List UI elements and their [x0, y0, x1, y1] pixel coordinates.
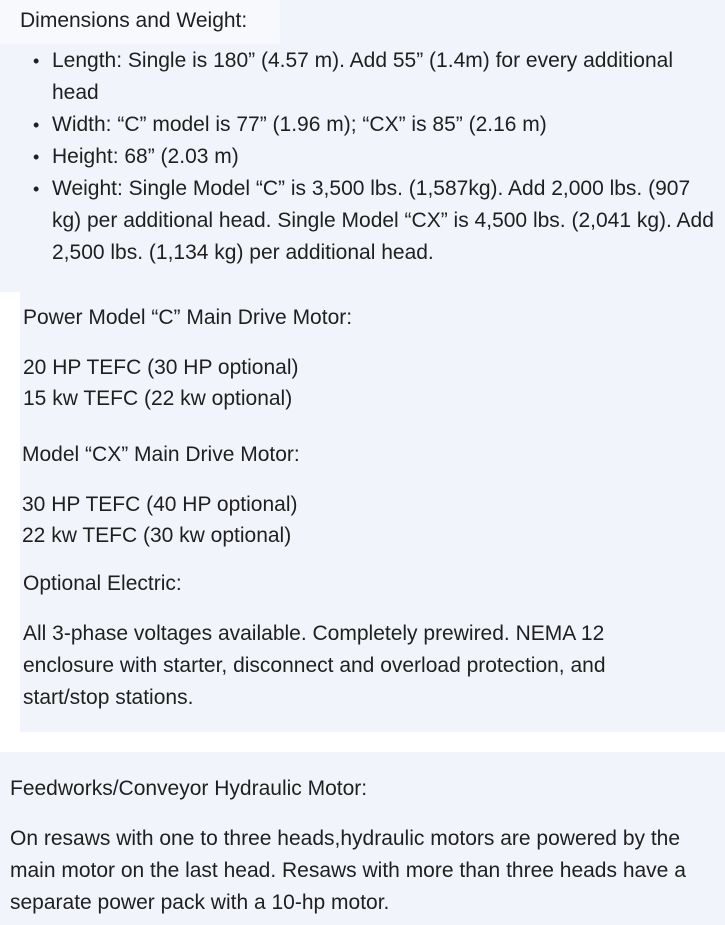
bullet-icon: • — [33, 51, 40, 71]
electric-text: All 3-phase voltages available. Completely prewired. NEMA 12 enclosure with starter, disconnect and overload protection, and start/stop stations. — [23, 622, 606, 709]
cx-motor-kw: 22 kw TEFC (30 kw optional) — [22, 524, 292, 547]
cx-motor-title: Model “CX” Main Drive Motor: — [22, 443, 300, 466]
list-item-weight — [0, 173, 725, 269]
electric-title: Optional Electric: — [23, 572, 182, 595]
length-text: Length: Single is 180” (4.57 m). Add 55” (1.4m) for every additional head — [52, 49, 673, 104]
c-motor-hp: 20 HP TEFC (30 HP optional) — [23, 356, 299, 379]
feedworks-section — [0, 752, 725, 925]
height-text: Height: 68” (2.03 m) — [52, 145, 239, 168]
bullet-icon: • — [33, 115, 40, 135]
dimensions-section — [0, 0, 725, 292]
list-item-width — [0, 109, 725, 141]
dimensions-list — [0, 45, 725, 269]
feedworks-title: Feedworks/Conveyor Hydraulic Motor: — [10, 777, 368, 800]
bullet-icon: • — [33, 147, 40, 167]
bullet-icon: • — [33, 179, 40, 199]
weight-text: Weight: Single Model “C” is 3,500 lbs. (1,587kg). Add 2,000 lbs. (907 kg) per additional head. Single Model “CX” is 4,500 lbs. (2,041 kg). Add 2,500 lbs. (1,134 kg) per additional head. — [52, 177, 714, 264]
c-motor-title: Power Model “C” Main Drive Motor: — [23, 306, 353, 329]
width-text: Width: “C” model is 77” (1.96 m); “CX” is 85” (2.16 m) — [52, 113, 547, 136]
c-motor-kw: 15 kw TEFC (22 kw optional) — [23, 387, 293, 410]
list-item-height — [0, 141, 725, 173]
list-item-length — [0, 45, 725, 109]
power-section — [20, 292, 725, 732]
cx-motor-hp: 30 HP TEFC (40 HP optional) — [22, 493, 298, 516]
feedworks-text: On resaws with one to three heads,hydraulic motors are powered by the main motor on the last head. Resaws with more than three heads have a separate power pack with a 10-hp motor. — [10, 827, 686, 914]
dimensions-title: Dimensions and Weight: — [20, 9, 248, 32]
